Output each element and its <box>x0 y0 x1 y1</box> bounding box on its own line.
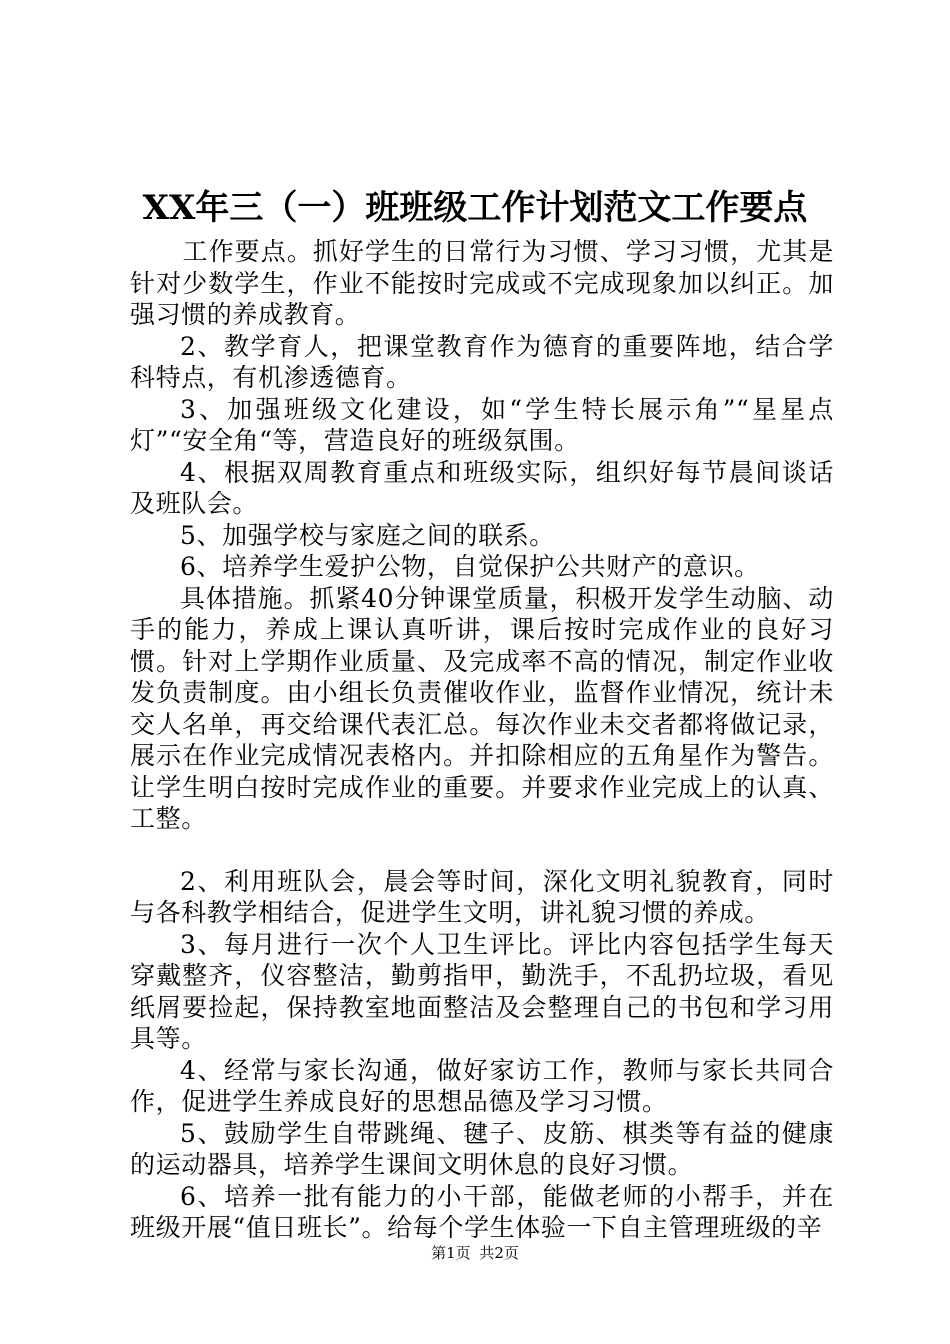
paragraph-item: 6、培养一批有能力的小干部，能做老师的小帮手，并在班级开展“值日班长”。给每个学生体验一下自主管理班级的辛 <box>130 1181 834 1242</box>
paragraph-item: 3、加强班级文化建设，如“学生特长展示角”“星星点灯”“安全角“等，营造良好的班级氛围。 <box>130 394 834 455</box>
paragraph-item: 5、加强学校与家庭之间的联系。 <box>180 520 555 550</box>
paragraph-item: 2、利用班队会，晨会等时间，深化文明礼貌教育，同时与各科教学相结合，促进学生文明，讲礼貌习惯的养成。 <box>130 866 834 927</box>
page-number: 第1页 <box>431 1244 471 1262</box>
paragraph-work-points: 工作要点。抓好学生的日常行为习惯、学习习惯，尤其是针对少数学生，作业不能按时完成或不完成现象加以纠正。加强习惯的养成教育。 <box>130 237 834 329</box>
paragraph-item: 4、根据双周教育重点和班级实际，组织好每节晨间谈话及班队会。 <box>130 457 834 518</box>
paragraph-item: 4、经常与家长沟通，做好家访工作，教师与家长共同合作，促进学生养成良好的思想品德及学习习惯。 <box>130 1055 834 1116</box>
paragraph-gap <box>130 835 834 866</box>
paragraph-item: 2、教学育人，把课堂教育作为德育的重要阵地，结合学科特点，有机渗透德育。 <box>130 331 834 392</box>
page-footer <box>0 1243 950 1263</box>
paragraph-item: 6、培养学生爱护公物，自觉保护公共财产的意识。 <box>180 552 760 581</box>
paragraph-item: 3、每月进行一次个人卫生评比。评比内容包括学生每天穿戴整齐，仪容整洁，勤剪指甲，勤洗手，不乱扔垃圾，看见纸屑要捡起，保持教室地面整洁及会整理自己的书包和学习用具等。 <box>130 929 834 1053</box>
page-total: 共2页 <box>479 1244 519 1262</box>
paragraph-measures: 具体措施。抓紧40分钟课堂质量，积极开发学生动脑、动手的能力，养成上课认真听讲，课后按时完成作业的良好习惯。针对上学期作业质量、及完成率不高的情况，制定作业收发负责制度。由小组长负责催收作业，监督作业情况，统计未交人名单，再交给课代表汇总。每次作业未交者都将做记录，展示在作业完成情况表格内。并扣除相应的五角星作为警告。让学生明白按时完成作业的重要。并要求作业完成上的认真、工整。 <box>130 583 834 833</box>
paragraph-item: 5、鼓励学生自带跳绳、毽子、皮筋、棋类等有益的健康的运动器具，培养学生课间文明休息的良好习惯。 <box>130 1118 834 1179</box>
document-body <box>130 236 834 1244</box>
document-title: XX年三（一）班班级工作计划范文工作要点 <box>142 188 808 228</box>
